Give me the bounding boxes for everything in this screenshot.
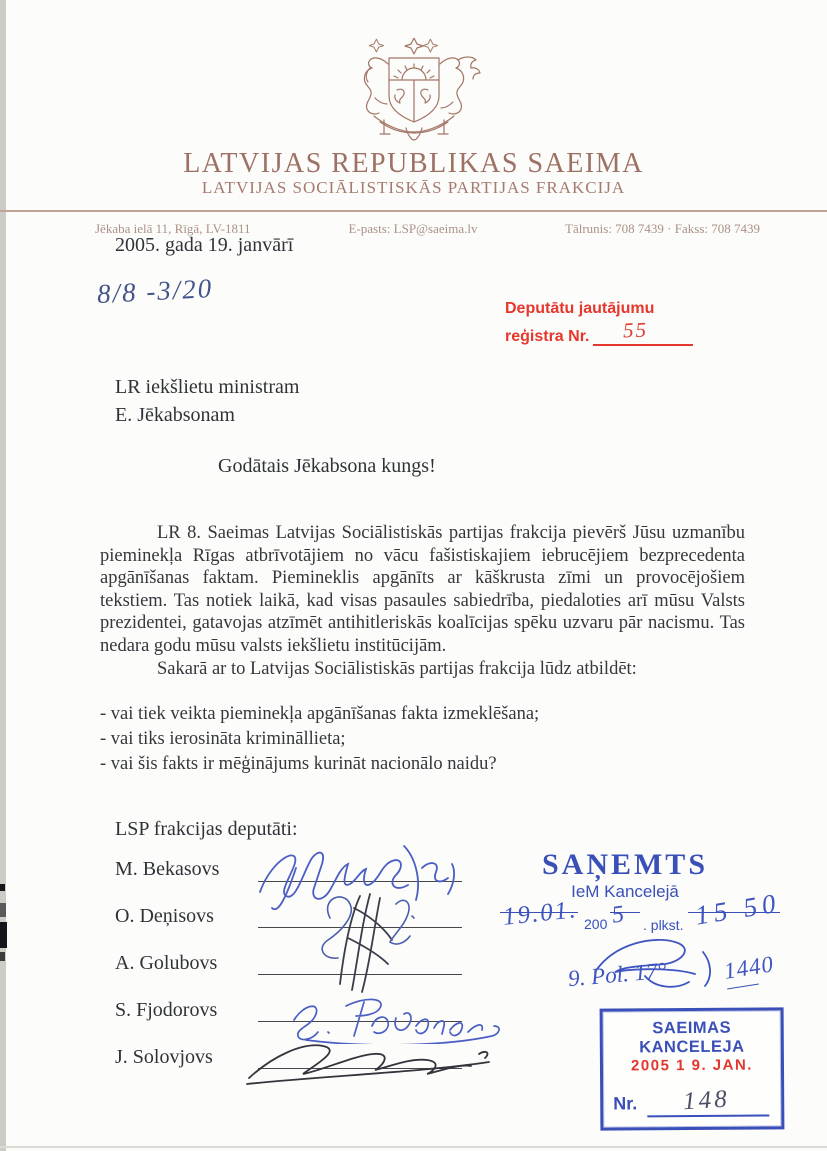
recipient-block xyxy=(115,373,299,429)
signature-line xyxy=(258,1068,462,1069)
question-item: - vai tiks ierosināta krimināllieta; xyxy=(100,728,346,749)
signature-denisovs-golubovs xyxy=(300,888,440,1000)
scan-artifact xyxy=(0,1146,827,1148)
handwritten-reference: 8/8 -3/20 xyxy=(96,272,214,310)
recipient-line2: E. Jēkabsonam xyxy=(115,404,235,426)
signature-line xyxy=(258,881,462,882)
registry-stamp xyxy=(505,300,693,346)
received-stamp-subtitle: IeM Kancelejā xyxy=(571,882,679,901)
received-stamp-title: SAŅEMTS xyxy=(541,848,709,881)
question-item: - vai šis fakts ir mēģinājums kurināt nacionālo naidu? xyxy=(100,753,497,774)
chancellery-nr-handwritten: 148 xyxy=(682,1085,731,1116)
deputy-name: M. Bekasovs xyxy=(115,858,220,880)
scan-artifact xyxy=(0,884,5,891)
registry-number-line xyxy=(593,317,693,346)
received-year-handwritten: 5 xyxy=(610,901,626,929)
body-paragraph-2: Sakarā ar to Latvijas Sociālistiskās partijas frakcija lūdz atbildēt: xyxy=(157,658,637,679)
letterhead-phone: Tālrunis: 708 7439 · Fakss: 708 7439 xyxy=(565,221,760,236)
deputy-name: S. Fjodorovs xyxy=(115,999,218,1021)
signature-line xyxy=(258,1021,462,1022)
org-subtitle: LATVIJAS SOCIĀLISTISKĀS PARTIJAS FRAKCIJA xyxy=(201,178,626,197)
received-time-label: . plkst. xyxy=(643,917,684,933)
letter-date: 2005. gada 19. janvārī xyxy=(115,234,294,256)
question-item: - vai tiek veikta pieminekļa apgānīšanas fakta izmeklēšana; xyxy=(100,704,540,724)
letterhead-email: E-pasts: LSP@saeima.lv xyxy=(348,221,478,236)
body-paragraph-1: LR 8. Saeimas Latvijas Sociālistiskās partijas frakcija pievērš Jūsu uzmanību pieminekļa Rīgas atbrīvotājiem no vācu fašistiskajiem iebrucējiem bezprecedenta apgānīšanas faktam. Piemineklis apgānīts ar kāškrusta zīmi un provocējošiem tekstiem. Tas notiek laikā, kad visas pasaules sabiedrība, piedaloties arī mūsu Valsts prezidentei, gatavojas atzīmēt antihitleriskās koalīcijas spēku uzvaru pār nacismu. Tas nedara godu mūsu valsts iekšlietu institūcijām. xyxy=(100,523,745,656)
letterhead-divider xyxy=(0,210,827,212)
letter-body xyxy=(100,522,745,680)
deputy-name: O. Deņisovs xyxy=(115,905,214,927)
scan-artifact xyxy=(0,903,6,917)
signature-line xyxy=(258,927,462,928)
signature-line xyxy=(258,974,462,975)
deputy-name: A. Golubovs xyxy=(115,952,218,974)
received-year-printed: 200 xyxy=(584,916,608,932)
salutation: Godātais Jēkabsona kungs! xyxy=(218,455,436,477)
received-time-handwritten: 15 50 xyxy=(693,887,783,931)
question-list xyxy=(100,702,539,776)
signatures-heading: LSP frakcijas deputāti: xyxy=(115,818,298,840)
letterhead-address: Jēkaba ielā 11, Rīgā, LV-1811 xyxy=(95,221,251,236)
latvia-coat-of-arms-icon xyxy=(344,38,484,155)
org-title: LATVIJAS REPUBLIKAS SAEIMA xyxy=(183,148,644,179)
chancellery-nr-line xyxy=(647,1114,769,1117)
chancellery-stamp-date: 2005 1 9. JAN. xyxy=(630,1056,753,1075)
signature-bekasovs xyxy=(252,840,467,910)
received-note-handwritten: 9. Pol. 17° xyxy=(567,957,668,992)
signature-solovjovs xyxy=(243,1026,498,1088)
received-date-handwritten: 19.01. xyxy=(501,896,579,931)
chancellery-nr-label: Nr. xyxy=(613,1093,638,1114)
registry-number-handwritten: 55 xyxy=(623,317,649,343)
signature-fjodorovs xyxy=(276,982,511,1044)
registry-stamp-line1: Deputātu jautājumu xyxy=(505,300,655,317)
chancellery-stamp-title: SAEIMAS KANCELEJA xyxy=(639,1018,745,1057)
scan-artifact xyxy=(0,952,5,961)
chancellery-stamp xyxy=(600,1007,785,1130)
registry-stamp-line2: reģistra Nr. xyxy=(505,328,590,345)
recipient-line1: LR iekšlietu ministram xyxy=(115,376,300,398)
deputy-name: J. Solovjovs xyxy=(115,1046,213,1068)
scan-artifact xyxy=(0,922,7,948)
received-note2-handwritten: 1440 xyxy=(722,951,776,984)
